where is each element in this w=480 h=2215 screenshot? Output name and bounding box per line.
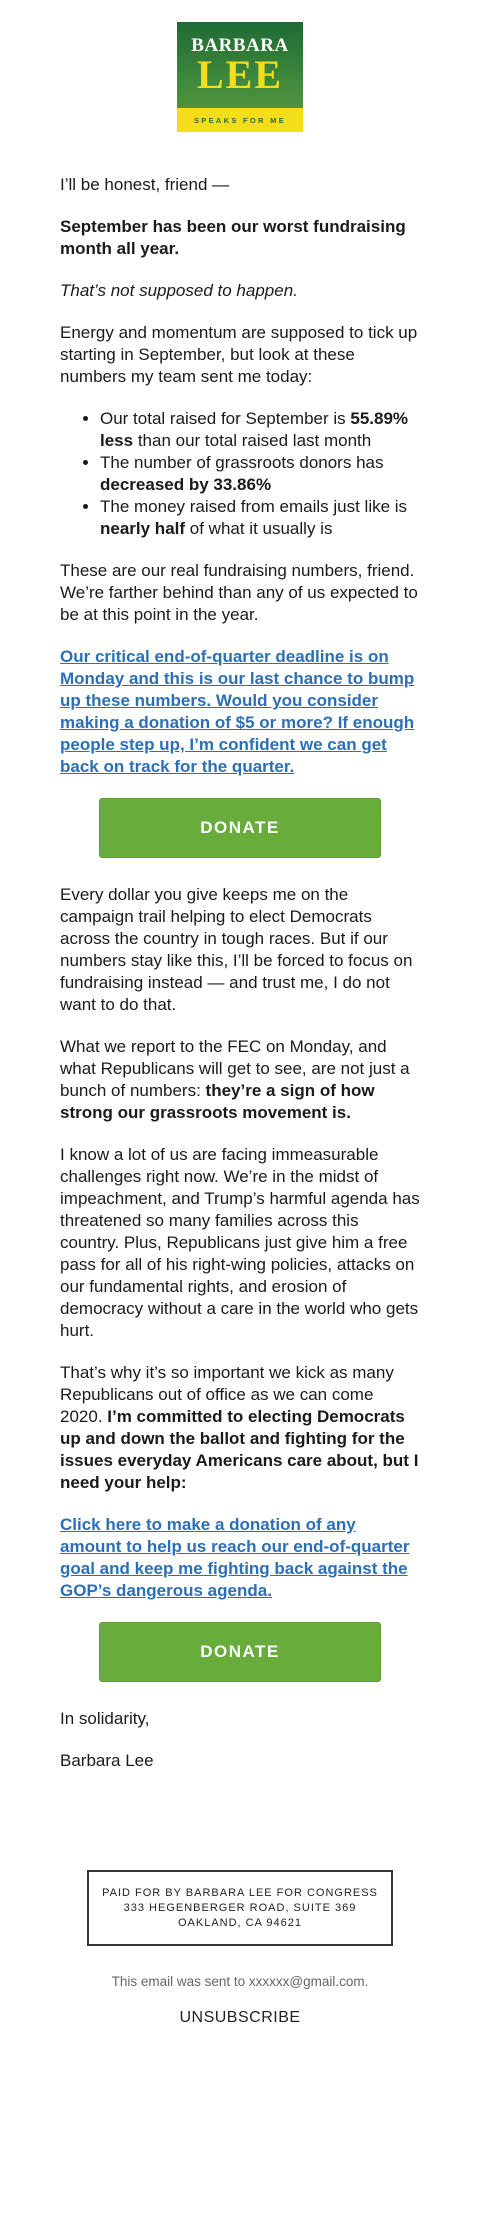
city-line: OAKLAND, CA 94621 [177,1916,302,1929]
header [0,0,480,132]
campaign-logo [177,22,303,132]
sent-to-notice: This email was sent to xxxxxx@gmail.com. [111,1974,369,1989]
donation-link-deadline[interactable]: Our critical end-of-quarter deadline is on Monday and this is our last chance to bump up these numbers. Would you consider making a donation of $5 or more? If enough people step up, I’m confident we can get back on track for the quarter. [60,647,415,776]
bullet-bold: 55.89% less [100,409,409,450]
headline: September has been our worst fundraising month all year. [60,217,406,258]
list-item [100,408,420,452]
fec-text: What we report to the FEC on Monday, and what Republicans will get to see, are not just a bunch of numbers: [60,1037,410,1100]
logo-first-name: BARBARA [191,35,289,56]
donation-link-any-amount[interactable]: Click here to make a donation of any amount to help us reach our end-of-quarter goal and keep me fighting back against the GOP’s dangerous agenda. [60,1515,410,1600]
bullet-bold: decreased by 33.86% [100,475,272,494]
signature: Barbara Lee [60,1751,154,1770]
bullet-text: of what it usually is [185,519,333,538]
paragraph-campaign-trail: Every dollar you give keeps me on the campaign trail helping to elect Democrats across the country in tough races. But if our numbers stay like this, I’ll be forced to focus on fundraising instead — and trust me, I do not want to do that. [60,885,413,1014]
closing: In solidarity, [60,1709,150,1728]
stats-list [60,408,420,540]
donate-button-2[interactable]: DONATE [99,1622,381,1682]
italic-line: That’s not supposed to happen. [60,281,298,300]
commitment-text: That’s why it’s so important we kick as many Republicans out of office as we can come 2020. [60,1363,394,1426]
fec-bold: they’re a sign of how strong our grassroots movement is. [60,1081,375,1122]
paragraph-fec [60,1036,420,1124]
greeting: I’ll be honest, friend — [60,175,230,194]
email-body [60,132,420,1772]
bullet-text: Our total raised for September is [100,409,351,428]
paragraph-challenges: I know a lot of us are facing immeasurable challenges right now. We’re in the midst of impeachment, and Trump’s harmful agenda has threatened so many families across this country. Plus, Republicans just give him a free pass for all of his right-wing policies, attacks on our fundamental rights, and erosion of democracy without a care in the world who gets hurt. [60,1145,420,1340]
bullet-bold: nearly half [100,519,186,538]
paragraph-commitment [60,1362,420,1494]
unsubscribe-link[interactable]: UNSUBSCRIBE [179,2009,301,2026]
logo-tagline: SPEAKS FOR ME [177,108,303,132]
paid-for-box [87,1870,393,1946]
commitment-bold: I’m committed to electing Democrats up and down the ballot and fighting for the issues everyday Americans care about, but I need your help: [60,1407,419,1492]
paragraph-numbers: These are our real fundraising numbers, friend. We’re farther behind than any of us expected to be at this point in the year. [60,561,418,624]
paid-for-line: PAID FOR BY BARBARA LEE FOR CONGRESS [102,1886,378,1899]
list-item [100,496,420,540]
donate-button[interactable]: DONATE [99,798,381,858]
bullet-text: The number of grassroots donors has [100,453,384,472]
bullet-text: than our total raised last month [133,431,372,450]
paragraph-intro: Energy and momentum are supposed to tick up starting in September, but look at these numbers my team sent me today: [60,323,418,386]
list-item [100,452,420,496]
address-line: 333 HEGENBERGER ROAD, SUITE 369 [123,1901,357,1914]
logo-last-name: LEE [196,52,284,97]
bullet-text: The money raised from emails just like is [100,497,408,516]
